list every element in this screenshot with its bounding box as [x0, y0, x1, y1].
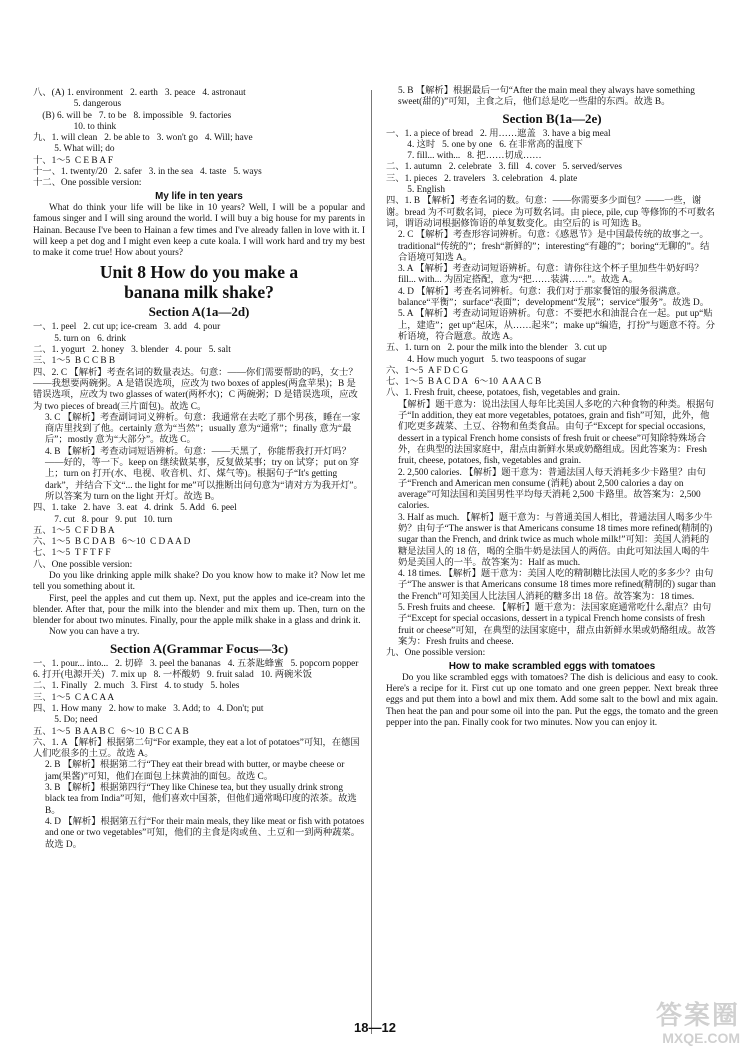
answer-explanation: 四、1. B 【解析】考查名词的数。句意：——你需要多少面包？——一些，谢谢。bread 为不可数名词，piece 为可数名词。由 piece, pile, cup 等修饰的不可数名词，谓语动词根据修饰语的单复数变化。由空后的 is 可知选 B。 — [386, 196, 715, 229]
answer-explanation: 2. B 【解析】根据第二行“They eat their bread with butter, or maybe cheese or jam(果酱)”可知，他们在面包上抹黄油的面包。故选 C。 — [45, 760, 347, 782]
answer-line: (B) 6. will be 7. to be 8. impossible 9. factories — [33, 110, 232, 121]
essay-paragraph: Now you can have a try. — [49, 627, 140, 638]
answer-line: 4. How much yogurt 5. two teaspoons of sugar — [398, 354, 586, 365]
grammar-answers — [33, 659, 365, 851]
essay-paragraph: What do think your life will be like in 10 years? Well, I will be a popular and famous singer and I will sing around the world. I will buy a big house for my parents in Hainan. Because I've been to Hainan a few times and I've already fallen in love with it. I will keep a pet dog and I might even keep a cute koala. I will work hard and try my best to make it come true! How about yours? — [33, 202, 365, 259]
essay-paragraph: Do you like drinking apple milk shake? Do you know how to make it? Now let me tell you something about it. — [33, 570, 365, 593]
answer-line: 十一、1. twenty/20 2. safer 3. in the sea 4. taste 5. ways — [33, 167, 262, 178]
section-title: Section A(Grammar Focus—3c) — [109, 640, 289, 656]
answers-block-top — [386, 86, 718, 109]
answer-explanation: 5. A 【解析】考查动词短语辨析。句意：不要把水和油混合在一起。put up“贴上，建造”；get up“起床，从……起来”；make up“编造，打扮”与题意不符。分析语境，符合题意。故选 A。 — [398, 309, 716, 342]
answer-line: 5. dangerous — [55, 99, 122, 110]
answer-explanation: 4. 18 times. 【解析】题干意为：美国人吃的精制糖比法国人吃的多多少？由句子“The answer is that Americans consume 18 times more refined(精制的) sugar than the French”可知美国人比法国人消耗的糖多出 18 倍。故答案为：18 times. — [398, 569, 719, 602]
answer-line: 四、1. take 2. have 3. eat 4. drink 5. Add 6. peel — [33, 503, 237, 514]
answer-line: 10. to think — [55, 121, 117, 132]
answer-explanation: 【解析】题干意为：说出法国人每年比美国人多吃的六种食物的种类。根据句子“In addition, they eat more vegetables, potatoes, grain and fish”可知，此外，他们吃更多蔬菜、土豆、谷物和鱼类食品。由句子“Except for special occasions, dessert in a typical French home consists of fresh fruit or cheese”可知除特殊场合外，在典型的法国家庭中，甜点由新鲜水果或奶酪组成。因此答案为：Fresh fruit, cheese, potatoes, fish, vegetables and grain. — [398, 399, 715, 467]
answer-line: 六、1～5 B C D A B 6～10 C D A A D — [33, 537, 191, 548]
answer-explanation: 3. A 【解析】考查动词短语辨析。句意：请你往这个杯子里加些牛奶好吗？fill... with... 为固定搭配，意为“把……装满……”。故选 A。 — [398, 264, 704, 286]
answer-line: 五、1. turn on 2. pour the milk into the blender 3. cut up — [386, 343, 607, 354]
answer-line: 八、1. Fresh fruit, cheese, potatoes, fish, vegetables and grain. — [386, 388, 620, 399]
answer-line: 十、1～5 C E B A F — [33, 155, 114, 166]
answer-line: 六、1～5 A F D C G — [386, 365, 469, 376]
section-b-answers — [386, 129, 718, 660]
answer-line: 九、One possible version: — [386, 648, 486, 659]
answer-line: 5. English — [398, 185, 446, 196]
answer-line: 五、1～5 B A A B C 6～10 B C C A B — [33, 726, 189, 737]
answer-explanation: 六、1. A 【解析】根据第二句“For example, they eat a lot of potatoes”可知，在德国人们吃很多的土豆。故选 A。 — [33, 737, 360, 760]
answer-line: 5. Do; need — [45, 715, 98, 726]
answer-line: 7. cut 8. pour 9. put 10. turn — [45, 514, 173, 525]
answer-line: 五、1～5 C F D B A — [33, 525, 115, 536]
answer-explanation: 5. Fresh fruits and cheese. 【解析】题干意为：法国家庭通常吃什么甜点？由句子“Except for special occasions, dessert in a typical French home consists of fresh fruit or cheese”可知，在典型的法国家庭中，甜点由新鲜水果或奶酪组成。故答案为：Fresh fruits and cheese. — [398, 603, 716, 647]
essay-paragraph: First, peel the apples and cut them up. Next, put the apples and ice-cream into the blender. After that, pour the milk into the blender and mix them up. Then, turn on the blender for about two minutes. Finally, pour the apple milk shake in a glass and drink it. — [33, 593, 365, 627]
answer-line: 九、1. will clean 2. be able to 3. won't go 4. Will; have — [33, 133, 253, 144]
answer-line: 一、1. pour... into... 2. 切碎 3. peel the bananas 4. 五茶匙蜂蜜 5. popcorn popper 6. 打开(电源开关) 7. mix up 8. 一杯酸奶 9. fruit salad 10. 两碗米饭 — [33, 658, 366, 681]
section-a-answers — [33, 322, 365, 571]
essay-paragraph: Do you like scrambled eggs with tomatoes? The dish is delicious and easy to cook. Here's a recipe for it. First cut up one tomato and one green pepper. Next break three eggs and put them into a bowl and mix them. Add some salt to the bowl and mix again. Then heat the pan and pour some oil into the pan. Put the eggs, the tomato and the green pepper into the pan. Finally cook for two minutes. Now you can enjoy it. — [386, 672, 718, 729]
answer-line: 4. 这时 5. one by one 6. 在非常高的温度下 — [398, 139, 583, 150]
unit-title-line: banana milk shake? — [124, 282, 274, 303]
answer-explanation: 2. 2,500 calories. 【解析】题干意为：普通法国人每天消耗多少卡路里？由句子“French and American men consume (消耗) about 2,500 calories a day on average”可知法国和美国男性平均每天消耗 2,500 卡路里。故答案为：2,500 calories. — [398, 467, 706, 512]
unit-title — [33, 262, 365, 302]
answer-line: 三、1. pieces 2. travelers 3. celebration 4. plate — [386, 173, 578, 184]
answers-block-top — [33, 88, 365, 190]
answer-line: 七、1～5 T F T F F — [33, 548, 111, 559]
right-column — [386, 86, 718, 729]
essay — [33, 203, 365, 259]
answer-line: 三、1～5 B C C B B — [33, 356, 116, 367]
essay — [33, 571, 365, 639]
watermark-logo — [620, 1000, 740, 1050]
page-number: 18—12 — [354, 1020, 396, 1035]
answer-line: 十二、One possible version: — [33, 178, 142, 189]
answer-explanation: 3. C 【解析】考查副词词义辨析。句意：我通常在去吃了那个男孩，睡在一家商店里找到了他。certainly 意为“当然”；usually 意为“通常”；finally 意为“最后”；mostly 意为“大部分”。故选 C。 — [45, 412, 361, 446]
answer-line: 二、1. Finally 2. much 3. First 4. to study 5. holes — [33, 681, 240, 692]
answer-line: 一、1. a piece of bread 2. 用……遮盖 3. have a big meal — [386, 128, 611, 139]
answer-line: 5. turn on 6. drink — [45, 333, 127, 344]
answer-line: 三、1～5 C A C A A — [33, 692, 115, 703]
watermark-url: MXQE.COM — [662, 1030, 740, 1046]
answer-explanation: 四、2. C 【解析】考查名词的数量表达。句意：——你们需要帮助的吗，女士？——我想要两碗粥。A 是错误选项，应改为 two boxes of apples(两盒苹果)；B 是错误选项，应改为 two glasses of water(两杯水)；C 两碗粥；D 是错误选项，应改为 two pieces of bread(三片面包)。故选 C。 — [33, 367, 358, 412]
section-title: Section A(1a—2d) — [148, 304, 250, 320]
answer-explanation: 4. B 【解析】考查动词短语辨析。句意：——天黑了，你能帮我打开灯吗？——好的，等一下。keep on 继续做某事，反复做某事；try on 试穿；put on 穿上；turn on 打开(水、电视、收音机、灯、煤气等)。根据句子“It's getting dark”，并结合下文“... the light for me”可以推断出问句意为“请对方为我开灯”。所以答案为 turn on the light 开灯。故选 B。 — [45, 446, 363, 502]
answer-explanation: 3. B 【解析】根据第四行“They like Chinese tea, but they usually drink strong black tea from India”可知，他们喜欢中国茶，但他们通常喝印度的浓茶。故选 B。 — [45, 783, 359, 816]
watermark-text: 答案圈 — [655, 1000, 740, 1030]
answer-explanation: 4. D 【解析】考查名词辨析。句意：我们对于那家餐馆的服务很满意。balance“平衡”；surface“表面”；development“发展”；service“服务”。故选 D。 — [398, 286, 710, 309]
answer-explanation: 5. B 【解析】根据最后一句“After the main meal they always have something sweet(甜的)”可知，主食之后，他们总是吃一些甜的东西。故选 B。 — [398, 86, 698, 108]
answer-line: 二、1. yogurt 2. honey 3. blender 4. pour 5. salt — [33, 345, 231, 356]
answer-line: 7. fill... with... 8. 把……切成…… — [398, 151, 542, 162]
answer-explanation: 3. Half as much. 【解析】题干意为：与普通美国人相比，普通法国人喝多少牛奶？由句子“The answer is that Americans consume 18 times more refined(精制的) sugar than the French, and drink twice as much whole milk!”可知：美国人消耗的糖是法国人的 18 倍，喝的全脂牛奶是法国人的两倍。由此可知法国人喝的牛奶是美国人的一半。故答案为：Half as much. — [398, 512, 715, 568]
answer-line: 二、1. autumn 2. celebrate 3. fill 4. cover 5. served/serves — [386, 162, 622, 173]
unit-title-line: Unit 8 How do you make a — [99, 262, 299, 283]
left-column — [33, 88, 365, 851]
answer-explanation: 4. D 【解析】根据第五行“For their main meals, they like meat or fish with potatoes and one or two vegetables”可知，他们的主食是肉或鱼、土豆和一到两种蔬菜。故选 D。 — [45, 816, 367, 850]
essay-title: My life in ten years — [155, 190, 243, 202]
answer-explanation: 2. C 【解析】考查形容词辨析。句意：《感恩节》是中国最传统的故事之一。traditional“传统的”；fresh“新鲜的”；interesting“有趣的”；boring“无聊的”。结合语境可知选 A。 — [398, 230, 710, 263]
column-divider — [371, 90, 372, 1034]
answer-line: 一、1. peel 2. cut up; ice-cream 3. add 4. pour — [33, 322, 221, 333]
section-title: Section B(1a—2e) — [502, 110, 602, 126]
answer-line: 5. What will; do — [45, 144, 115, 155]
answer-line: 八、One possible version: — [33, 559, 133, 570]
answer-line: 七、1～5 B A C D A 6～10 A A A C B — [386, 377, 542, 388]
essay-title: How to make scrambled eggs with tomatoes — [448, 660, 656, 672]
essay — [386, 673, 718, 729]
answer-line: 八、(A) 1. environment 2. earth 3. peace 4. astronaut — [33, 88, 246, 98]
answer-line: 四、1. How many 2. how to make 3. Add; to 4. Don't; put — [33, 703, 264, 714]
